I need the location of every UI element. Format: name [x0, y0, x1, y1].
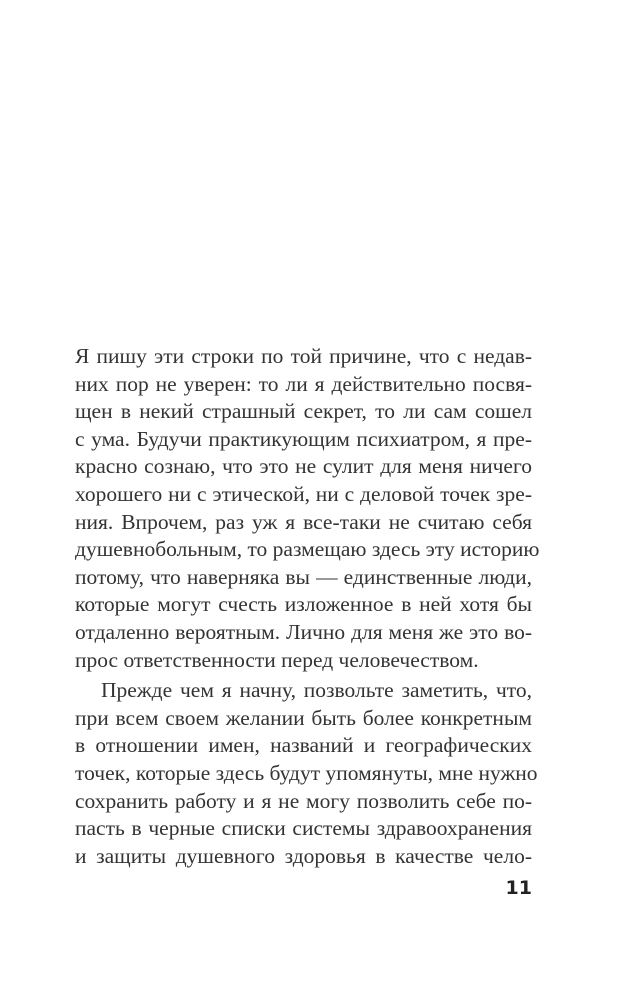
text-line: ния. Впрочем, раз уж я все-таки не считаю себя	[75, 509, 532, 534]
text-line: хорошего ни с этической, ни с деловой точек зре-	[75, 481, 532, 506]
text-line: сохранить работу и я не могу позволить себе по-	[75, 788, 532, 813]
text-line: щен в некий страшный секрет, то ли сам сошел	[75, 399, 532, 424]
text-line: Прежде чем я начну, позвольте заметить, что,	[101, 678, 532, 703]
text-line: прос ответственности перед человечеством.	[75, 647, 479, 672]
page-number: 11	[505, 877, 532, 899]
text-line: душевнобольным, то размещаю здесь эту историю	[75, 537, 540, 562]
text-line: Я пишу эти строки по той причине, что с недав-	[75, 344, 532, 368]
paragraph-1	[75, 343, 540, 674]
text-line: которые могут счесть изложенное в ней хотя бы	[75, 592, 532, 617]
text-line: отдаленно вероятным. Лично для меня же это во-	[75, 619, 532, 644]
body-text	[75, 343, 540, 870]
text-line: и защиты душевного здоровья в качестве чело-	[75, 843, 532, 868]
text-line: них пор не уверен: то ли я действительно посвя-	[75, 371, 532, 396]
text-line: при всем своем желании быть более конкретным	[75, 705, 532, 730]
text-line: в отношении имен, названий и географических	[75, 733, 532, 758]
text-line: точек, которые здесь будут упомянуты, мне нужно	[75, 760, 538, 785]
text-line: с ума. Будучи практикующим психиатром, я пре-	[75, 426, 532, 451]
paragraph-2	[75, 677, 538, 870]
text-line: красно сознаю, что это не сулит для меня ничего	[75, 454, 532, 479]
text-line: пасть в черные списки системы здравоохранения	[75, 816, 532, 841]
text-line: потому, что наверняка вы — единственные люди,	[75, 564, 532, 589]
